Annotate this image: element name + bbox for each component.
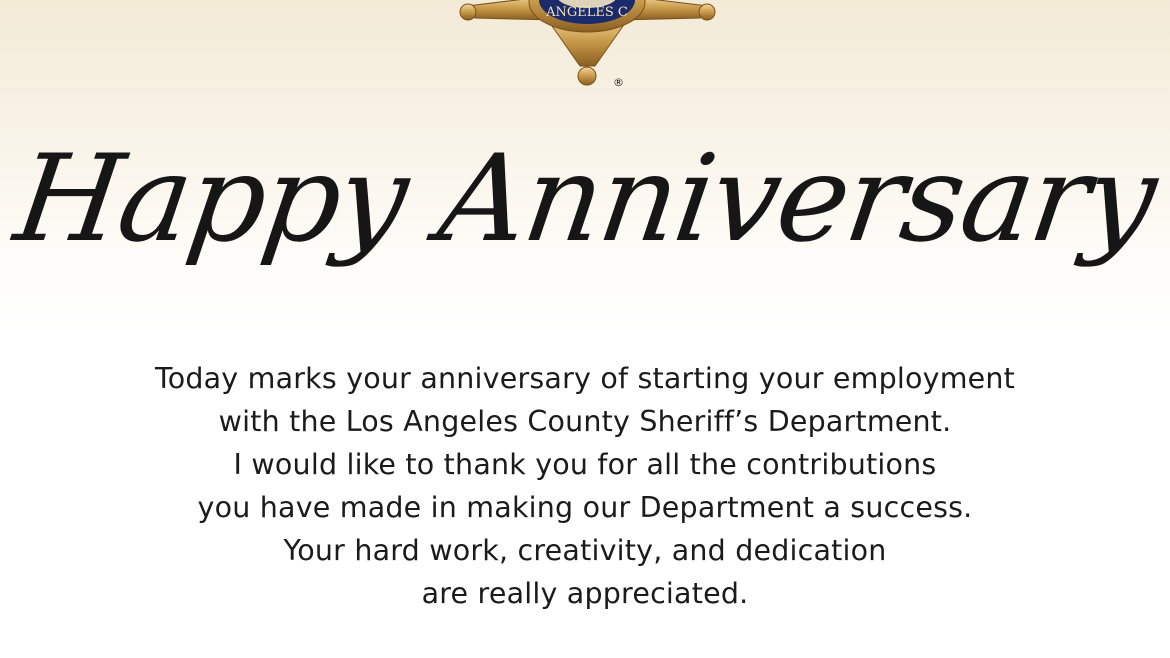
sheriff-star-badge-icon [455,0,720,94]
greeting-title: Happy Anniversary [7,130,1163,269]
message-line-2: with the Los Angeles County Sheriff’s Department. [218,405,952,438]
registered-mark: ® [613,76,624,89]
message-line-1: Today marks your anniversary of starting your employment [154,362,1016,395]
message-line-4: you have made in making our Department a success. [197,491,973,524]
message-line-3: I would like to thank you for all the contributions [233,448,937,481]
message-line-5: Your hard work, creativity, and dedication [283,534,887,567]
badge-seal-text: ANGELES C [546,5,628,20]
anniversary-message [60,357,1110,615]
sheriff-badge [455,0,720,94]
message-line-6: are really appreciated. [421,577,749,610]
